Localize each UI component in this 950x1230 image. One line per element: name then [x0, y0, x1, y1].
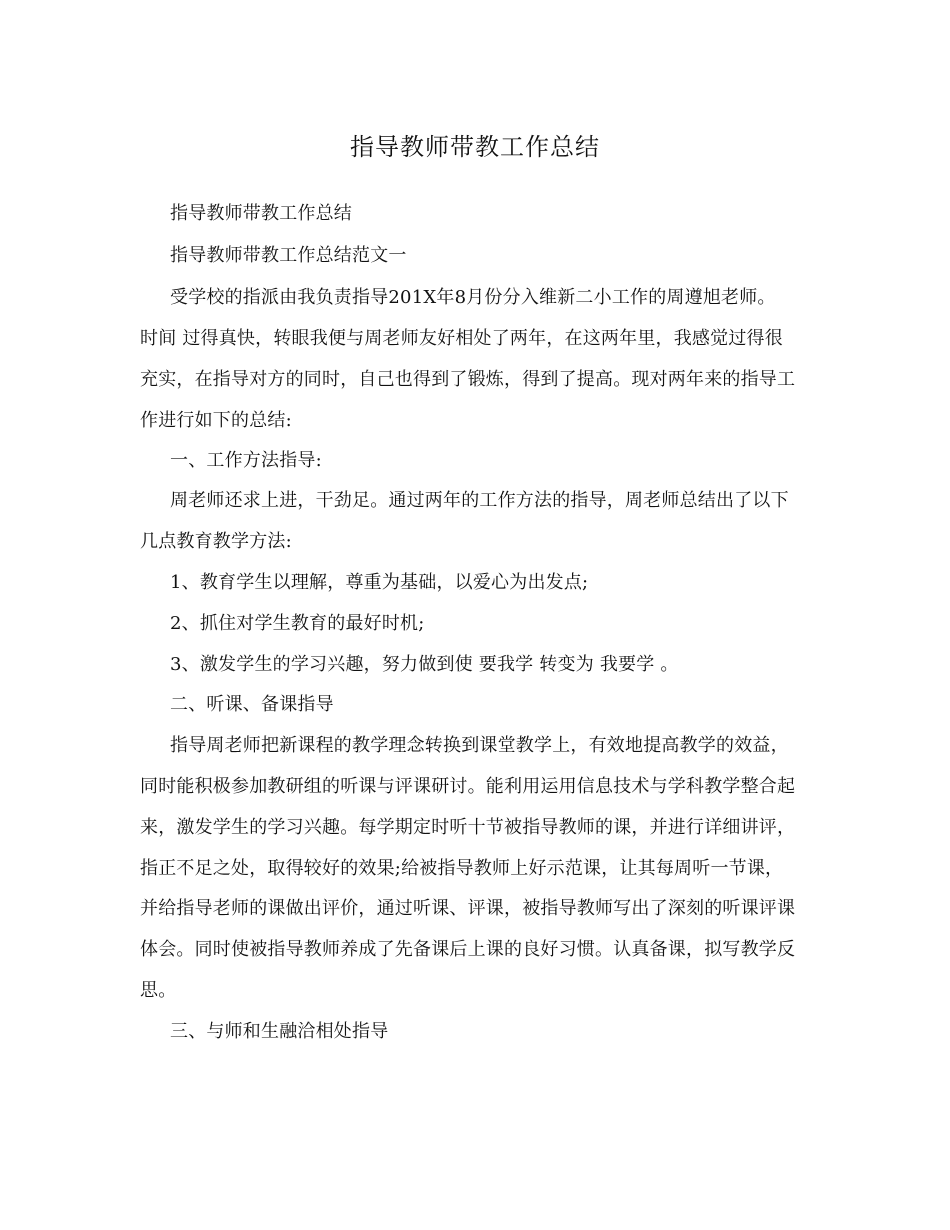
body-line: 指正不足之处，取得较好的效果;给被指导教师上好示范课，让其每周听一节课，	[140, 858, 784, 879]
list-item-1: 1、教育学生以理解，尊重为基础，以爱心为出发点;	[170, 572, 589, 593]
document-title: 指导教师带教工作总结	[350, 133, 600, 161]
body-line: 几点教育教学方法:	[140, 531, 292, 552]
body-line: 作进行如下的总结:	[140, 410, 292, 431]
section-heading-1: 一、工作方法指导:	[170, 450, 322, 471]
body-line: 周老师还求上进，干劲足。通过两年的工作方法的指导，周老师总结出了以下	[170, 490, 789, 511]
section-heading-2: 二、听课、备课指导	[170, 694, 334, 715]
section-heading-3: 三、与师和生融洽相处指导	[170, 1021, 389, 1042]
body-line: 思。	[140, 980, 177, 1001]
list-item-3: 3、激发学生的学习兴趣，努力做到使 要我学 转变为 我要学 。	[170, 654, 679, 675]
sample-heading-line: 指导教师带教工作总结范文一	[170, 245, 407, 266]
body-line: 来，激发学生的学习兴趣。每学期定时听十节被指导教师的课，并进行详细讲评，	[140, 817, 796, 838]
body-line: 受学校的指派由我负责指导201X年8月份分入维新二小工作的周遵旭老师。	[170, 287, 776, 308]
subtitle-line: 指导教师带教工作总结	[170, 203, 352, 224]
body-line: 指导周老师把新课程的教学理念转换到课堂教学上，有效地提高教学的效益，	[170, 735, 789, 756]
body-line: 体会。同时使被指导教师养成了先备课后上课的良好习惯。认真备课，拟写教学反	[140, 939, 796, 960]
body-line: 时间 过得真快，转眼我便与周老师友好相处了两年，在这两年里，我感觉过得很	[140, 328, 783, 349]
body-line: 并给指导老师的课做出评价，通过听课、评课，被指导教师写出了深刻的听课评课	[140, 898, 796, 919]
body-line: 充实，在指导对方的同时，自己也得到了锻炼，得到了提高。现对两年来的指导工	[140, 369, 796, 390]
body-line: 同时能积极参加教研组的听课与评课研讨。能利用运用信息技术与学科教学整合起	[140, 776, 796, 797]
list-item-2: 2、抓住对学生教育的最好时机;	[170, 613, 425, 634]
